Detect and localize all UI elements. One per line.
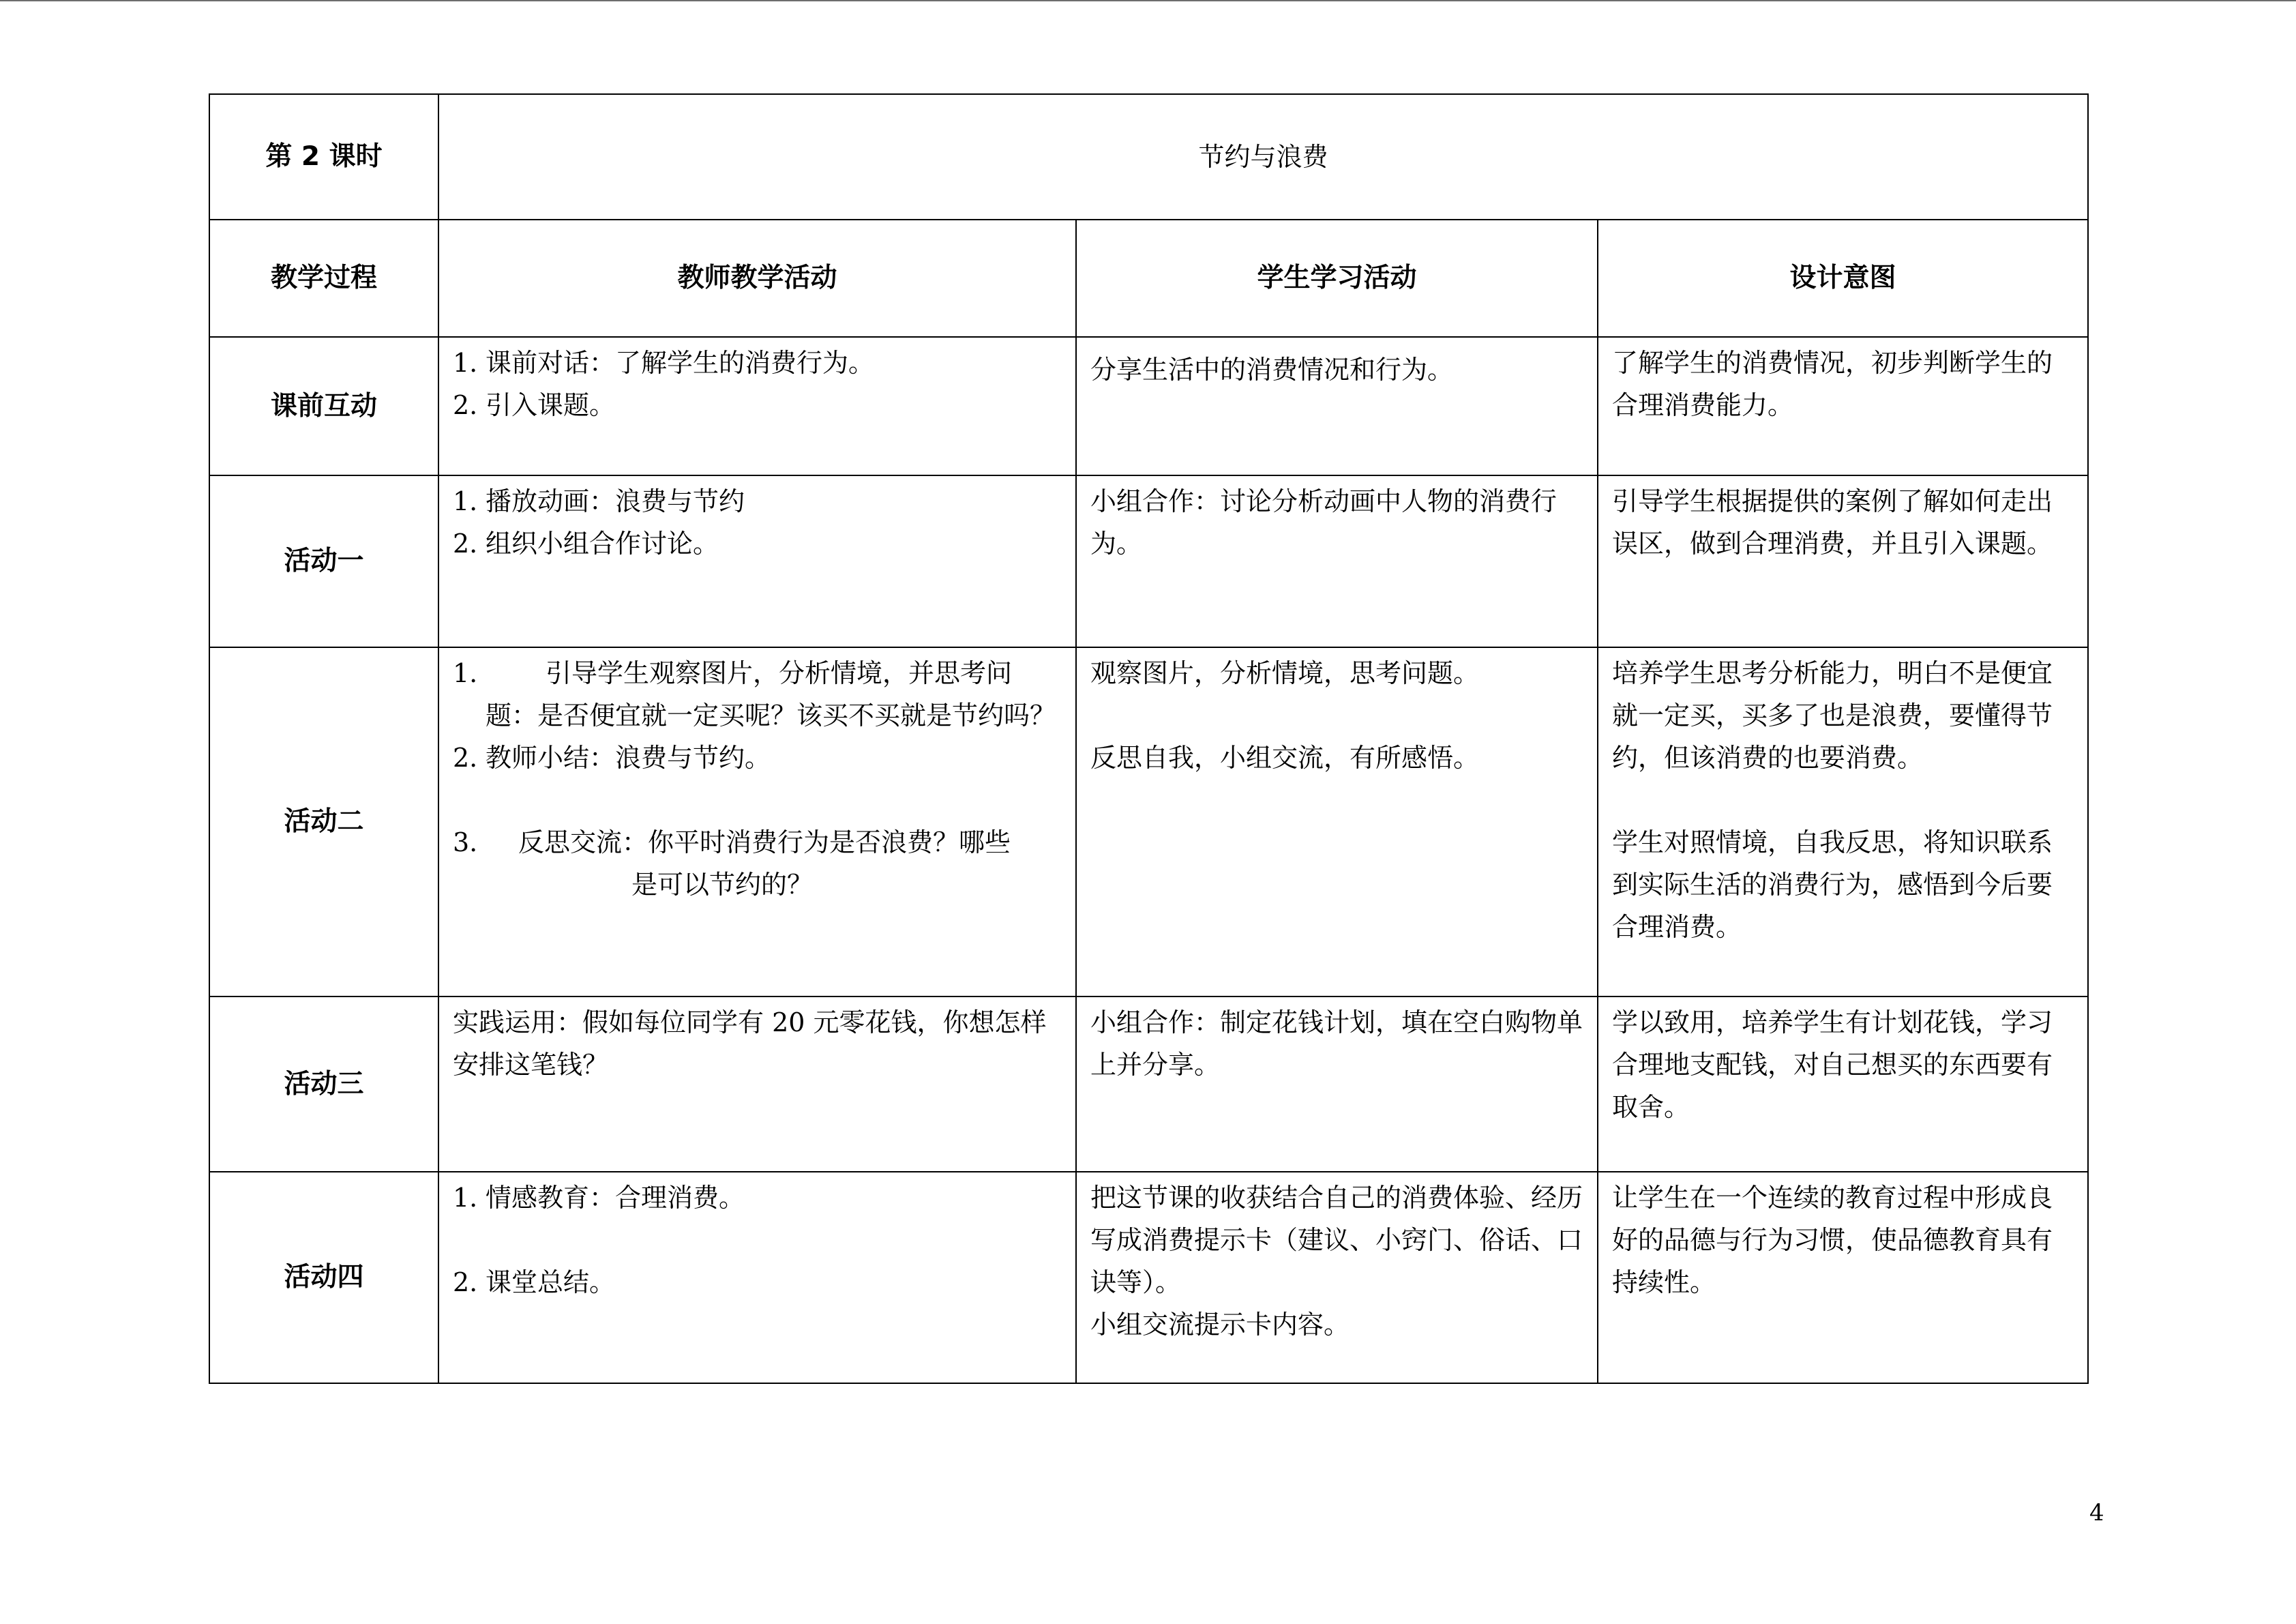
header-process: 教学过程	[209, 220, 438, 337]
design-intent-cell: 了解学生的消费情况，初步判断学生的合理消费能力。	[1598, 337, 2088, 475]
list-item: 2. 组织小组合作讨论。	[453, 529, 719, 559]
list-item: 1. 课前对话：了解学生的消费行为。	[453, 348, 875, 378]
student-activity-cell: 观察图片，分析情境，思考问题。 反思自我，小组交流，有所感悟。	[1076, 647, 1598, 996]
table-row-pre-class	[209, 337, 2088, 475]
student-activity-cell: 分享生活中的消费情况和行为。	[1076, 337, 1598, 475]
table-row-activity-4	[209, 1172, 2088, 1383]
lesson-label-cell: 第 2 课时	[209, 94, 438, 220]
lesson-title-cell: 节约与浪费	[438, 94, 2088, 220]
lesson-title-row	[209, 94, 2088, 220]
design-intent-cell: 学以致用，培养学生有计划花钱，学习合理地支配钱，对自己想买的东西要有取舍。	[1598, 996, 2088, 1172]
list-item: 2. 引入课题。	[453, 390, 616, 420]
teacher-activity-cell: 实践运用：假如每位同学有 20 元零花钱，你想怎样安排这笔钱？	[438, 996, 1076, 1172]
student-activity-cell: 小组合作：讨论分析动画中人物的消费行为。	[1076, 475, 1598, 647]
page-number: 4	[2089, 1499, 2104, 1526]
teacher-activity-cell	[438, 647, 1076, 996]
header-teacher-activity: 教师教学活动	[438, 220, 1076, 337]
row-label: 活动二	[209, 647, 438, 996]
teacher-activity-cell	[438, 475, 1076, 647]
list-item: 2. 课堂总结。	[453, 1267, 616, 1297]
table-row-activity-1	[209, 475, 2088, 647]
row-label: 活动四	[209, 1172, 438, 1383]
list-item: 3. 反思交流：你平时消费行为是否浪费？哪些	[453, 827, 1011, 857]
student-activity-cell: 小组合作：制定花钱计划，填在空白购物单上并分享。	[1076, 996, 1598, 1172]
row-label: 课前互动	[209, 337, 438, 475]
row-label: 活动三	[209, 996, 438, 1172]
list-item: 1. 播放动画：浪费与节约	[453, 486, 745, 516]
header-student-activity: 学生学习活动	[1076, 220, 1598, 337]
lesson-plan-table	[209, 93, 2089, 1384]
header-design-intent: 设计意图	[1598, 220, 2088, 337]
row-label: 活动一	[209, 475, 438, 647]
table-row-activity-2	[209, 647, 2088, 996]
table-row-activity-3	[209, 996, 2088, 1172]
teacher-activity-cell	[438, 1172, 1076, 1383]
teacher-activity-cell	[438, 337, 1076, 475]
list-item: 1. 引导学生观察图片，分析情境，并思考问题：是否便宜就一定买呢？该买不买就是节约吗？	[453, 658, 1056, 730]
design-intent-cell: 引导学生根据提供的案例了解如何走出误区，做到合理消费，并且引入课题。	[1598, 475, 2088, 647]
list-item-continuation: 是可以节约的？	[631, 870, 814, 900]
student-activity-cell: 把这节课的收获结合自己的消费体验、经历写成消费提示卡（建议、小窍门、俗话、口诀等）。 小组交流提示卡内容。	[1076, 1172, 1598, 1383]
list-item: 1. 情感教育：合理消费。	[453, 1183, 745, 1213]
design-intent-cell: 让学生在一个连续的教育过程中形成良好的品德与行为习惯，使品德教育具有持续性。	[1598, 1172, 2088, 1383]
column-header-row	[209, 220, 2088, 337]
list-item: 2. 教师小结：浪费与节约。	[453, 743, 771, 773]
design-intent-cell: 培养学生思考分析能力，明白不是便宜就一定买，买多了也是浪费，要懂得节约，但该消费的也要消费。 学生对照情境，自我反思，将知识联系到实际生活的消费行为，感悟到今后要合理消费。	[1598, 647, 2088, 996]
